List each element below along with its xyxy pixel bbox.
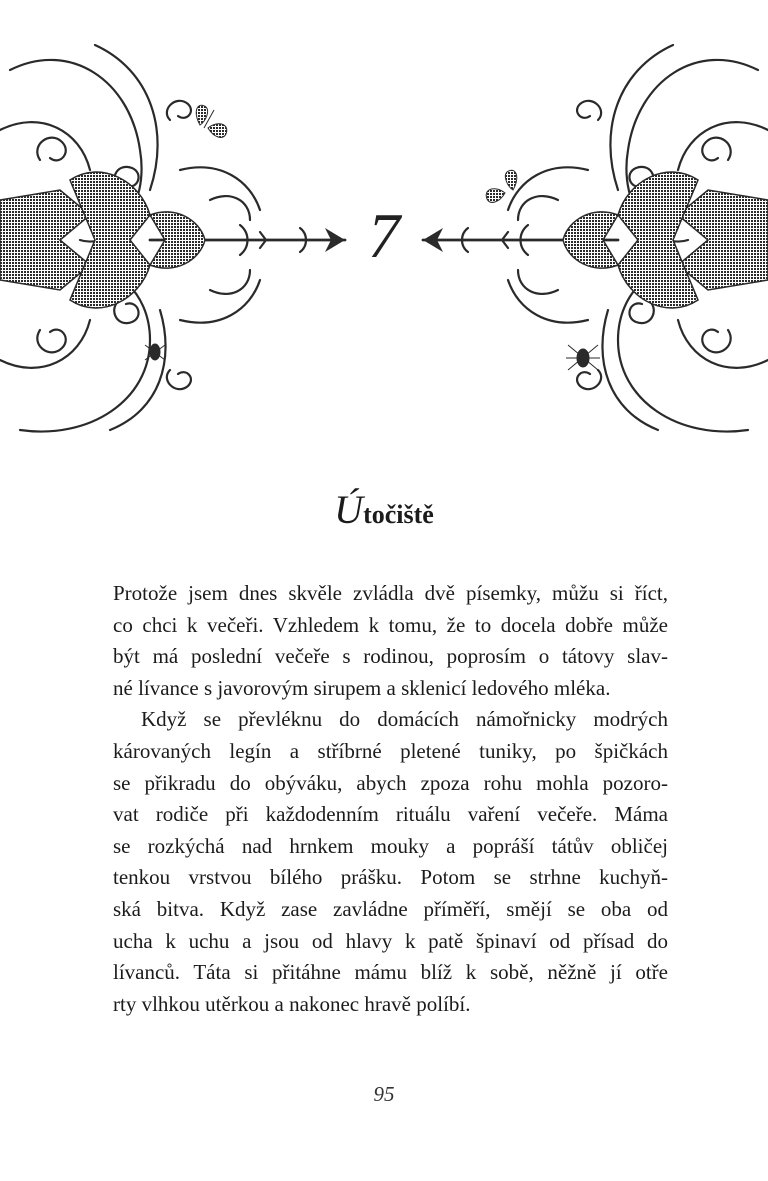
text-line: Když se převléknu do domácích námořnicky modrých <box>141 707 668 732</box>
text-line: být má poslední večeře s rodinou, poprosím o tátovy slav- <box>113 644 668 669</box>
left-ornament-icon <box>0 40 372 440</box>
text-line: ucha k uchu a jsou od hlavy k patě špinaví od přísad do <box>113 928 668 953</box>
body-text <box>113 578 668 1020</box>
text-line: né lívance s javorovým sirupem a sklenicí ledového mléka. <box>113 675 611 700</box>
chapter-number: 7 <box>368 200 400 271</box>
chapter-title-rest: točiště <box>363 500 434 529</box>
page-number: 95 <box>373 1082 395 1106</box>
chapter-title-initial: Ú <box>334 487 364 532</box>
right-ornament-icon <box>396 40 768 440</box>
text-line: Protože jsem dnes skvěle zvládla dvě písemky, můžu si říct, <box>113 581 668 605</box>
chapter-title <box>0 487 768 535</box>
text-line: se rozkýchá nad hrnkem mouky a popráší tátův obličej <box>113 833 668 858</box>
text-line: co chci k večeři. Vzhledem k tomu, že to docela dobře může <box>113 612 668 637</box>
text-line: károvaných legín a stříbrné pletené tuniky, po špičkách <box>113 738 668 763</box>
text-line: tenkou vrstvou bílého prášku. Potom se strhne kuchyň- <box>113 865 668 890</box>
text-line: ská bitva. Když zase zavládne příměří, smějí se oba od <box>113 896 668 921</box>
text-line: lívanců. Táta si přitáhne mámu blíž k sobě, něžně jí otře <box>113 960 668 985</box>
text-line: se přikradu do obýváku, abych zpoza rohu mohla pozoro- <box>113 770 668 795</box>
text-line: vat rodiče při každodenním rituálu vaření večeře. Máma <box>113 802 668 827</box>
text-line: rty vlhkou utěrkou a nakonec hravě políbí. <box>113 991 471 1016</box>
